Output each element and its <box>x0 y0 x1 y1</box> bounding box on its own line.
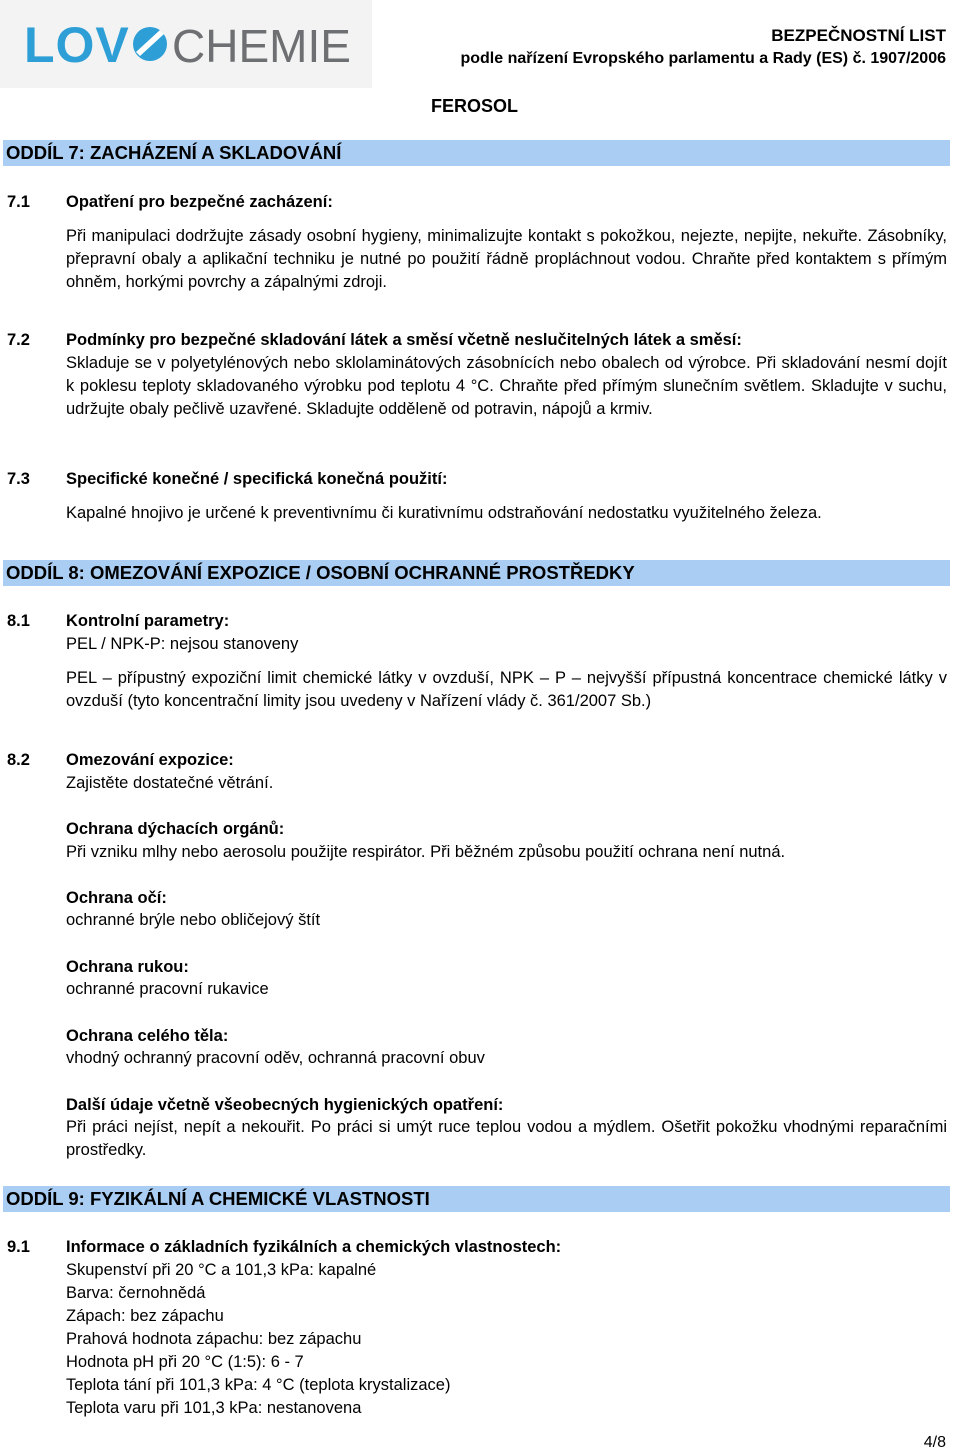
ventilation-text: Zajistěte dostatečné větrání. <box>66 774 274 792</box>
subsection-number: 9.1 <box>7 1238 30 1256</box>
respiratory-protection-title: Ochrana dýchacích orgánů: <box>66 820 285 838</box>
regulation-subtitle: podle nařízení Evropského parlamentu a Rady (ES) č. 1907/2006 <box>460 50 946 67</box>
property-item: Skupenství při 20 °C a 101,3 kPa: kapalné <box>66 1261 377 1279</box>
subsection-7-2-text: Skladuje se v polyetylénových nebo sklolaminátových zásobnících nebo obalech od výrobce. Při skladování nesmí dojít k poklesu teploty skladovaného výrobku pod teplotu 4 °C. Chraňte před přímým slunečním světlem. Skladujte v suchu, udržujte obaly pečlivě uzavřené. Skladujte odděleně od potravin, nápojů a krmiv. <box>66 354 947 418</box>
svg-text:LOV: LOV <box>24 17 130 73</box>
section-7-heading: ODDÍL 7: ZACHÁZENÍ A SKLADOVÁNÍ <box>3 140 950 166</box>
subsection-title: Opatření pro bezpečné zacházení: <box>66 193 333 211</box>
property-item: Hodnota pH při 20 °C (1:5): 6 - 7 <box>66 1353 304 1371</box>
hand-protection-text: ochranné pracovní rukavice <box>66 980 269 998</box>
pel-npk-value: PEL / NPK-P: nejsou stanoveny <box>66 635 299 653</box>
document-title: BEZPEČNOSTNÍ LIST <box>771 26 946 45</box>
subsection-title: Specifické konečné / specifická konečná použití: <box>66 470 448 488</box>
section-9-heading: ODDÍL 9: FYZIKÁLNÍ A CHEMICKÉ VLASTNOSTI <box>3 1186 950 1212</box>
section-8-heading: ODDÍL 8: OMEZOVÁNÍ EXPOZICE / OSOBNÍ OCHRANNÉ PROSTŘEDKY <box>3 560 950 586</box>
subsection-title: Omezování expozice: <box>66 751 234 769</box>
subsection-title: Kontrolní parametry: <box>66 612 230 630</box>
eye-protection-text: ochranné brýle nebo obličejový štít <box>66 911 321 929</box>
company-logo <box>0 0 372 88</box>
hygiene-measures-text: Při práci nejíst, nepít a nekouřit. Po práci si umýt ruce teplou vodou a mýdlem. Ošetřit pokožku vhodnými reparačními prostředky. <box>66 1118 947 1159</box>
body-protection-title: Ochrana celého těla: <box>66 1027 229 1045</box>
eye-protection-title: Ochrana očí: <box>66 889 167 907</box>
svg-text:CHEMIE: CHEMIE <box>172 20 351 72</box>
subsection-7-1-text: Při manipulaci dodržujte zásady osobní hygieny, minimalizujte kontakt s pokožkou, nejezte, nepijte, nekuřte. Zásobníky, přepravní obaly a aplikační techniku je nutné po použití řádně propláchnout vodou. Chraňte před kontaktem s přímým ohněm, horkými povrchy a zápalnými zdroji. <box>66 227 947 291</box>
product-name: FEROSOL <box>431 96 519 116</box>
subsection-number: 7.1 <box>7 193 30 211</box>
subsection-number: 8.1 <box>7 612 30 630</box>
lovochemie-logo-icon <box>0 0 372 88</box>
property-item: Teplota varu při 101,3 kPa: nestanovena <box>66 1399 362 1417</box>
subsection-7-3-text: Kapalné hnojivo je určené k preventivnímu či kurativnímu odstraňování nedostatku využitelného železa. <box>66 504 822 522</box>
respiratory-protection-text: Při vzniku mlhy nebo aerosolu použijte respirátor. Při běžném způsobu použití ochrana není nutná. <box>66 843 786 861</box>
property-item: Teplota tání při 101,3 kPa: 4 °C (teplota krystalizace) <box>66 1376 451 1394</box>
subsection-title: Podmínky pro bezpečné skladování látek a směsí včetně neslučitelných látek a směsí: <box>66 331 742 349</box>
body-protection-text: vhodný ochranný pracovní oděv, ochranná pracovní obuv <box>66 1049 485 1067</box>
pel-npk-explanation: PEL – přípustný expoziční limit chemické látky v ovzduší, NPK – P – nejvyšší přípustná koncentrace chemické látky v ovzduší (tyto koncentrační limity jsou uvedeny v Nařízení vlády č. 361/2007 Sb.) <box>66 669 947 710</box>
hand-protection-title: Ochrana rukou: <box>66 958 189 976</box>
subsection-number: 7.3 <box>7 470 30 488</box>
property-item: Barva: černohnědá <box>66 1284 206 1302</box>
property-item: Zápach: bez zápachu <box>66 1307 224 1325</box>
page-number: 4/8 <box>923 1434 946 1451</box>
hygiene-measures-title: Další údaje včetně všeobecných hygienických opatření: <box>66 1096 504 1114</box>
subsection-number: 8.2 <box>7 751 30 769</box>
property-item: Prahová hodnota zápachu: bez zápachu <box>66 1330 362 1348</box>
subsection-title: Informace o základních fyzikálních a chemických vlastnostech: <box>66 1238 562 1256</box>
subsection-number: 7.2 <box>7 331 30 349</box>
